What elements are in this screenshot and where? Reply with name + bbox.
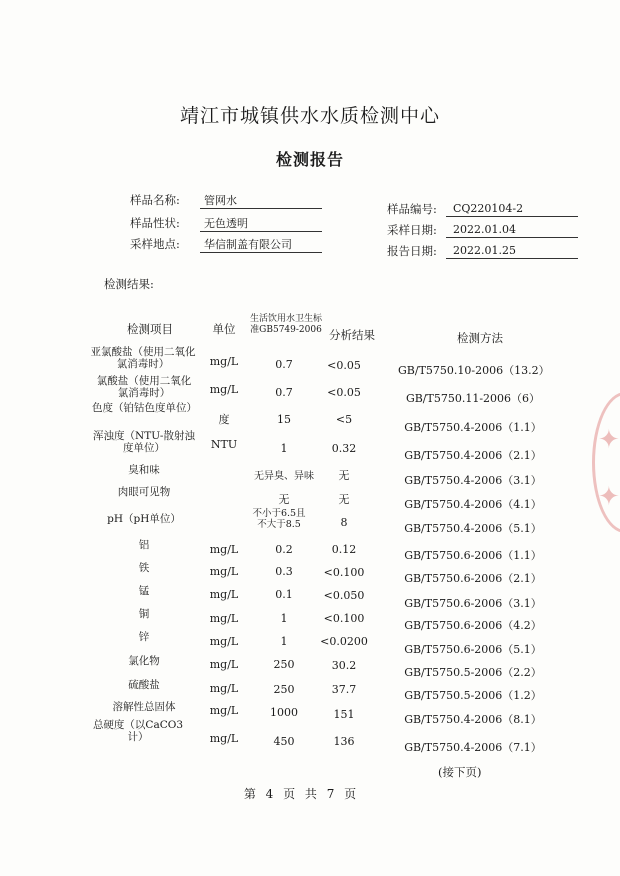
row-item: 臭和味 — [128, 464, 160, 476]
row-result: 30.2 — [331, 659, 357, 672]
row-item: 溶解性总固体 — [112, 701, 176, 713]
row-standard: 1000 — [270, 706, 298, 719]
row-standard: 250 — [273, 658, 295, 671]
row-result: <0.05 — [327, 359, 361, 372]
row-method: GB/T5750.10-2006（13.2） — [398, 364, 550, 377]
row-item: 色度（铂钴色度单位） — [92, 402, 197, 414]
row-result: <0.100 — [323, 612, 365, 625]
row-unit: mg/L — [209, 383, 239, 396]
row-standard: 0.7 — [275, 386, 293, 399]
row-item: 锌 — [138, 631, 150, 643]
row-standard: 无异臭、异味 — [254, 471, 314, 482]
row-standard: 无 — [278, 493, 290, 506]
row-unit: 度 — [218, 413, 230, 426]
row-result: <0.0200 — [320, 635, 368, 648]
row-method: GB/T5750.11-2006（6） — [405, 392, 541, 405]
header-result: 分析结果 — [329, 328, 375, 342]
row-item: pH（pH单位） — [107, 513, 181, 525]
row-standard: 1 — [280, 612, 288, 625]
row-method: GB/T5750.6-2006（2.1） — [404, 572, 542, 585]
report-org-title: 靖江市城镇供水水质检测中心 — [179, 105, 440, 127]
row-item: 铝 — [138, 539, 150, 551]
row-unit: mg/L — [209, 682, 239, 695]
sample-location-value: 华信制盖有限公司 — [204, 238, 292, 251]
sample-location-label: 采样地点: — [130, 237, 180, 251]
row-unit: mg/L — [209, 704, 239, 717]
row-method: GB/T5750.4-2006（8.1） — [404, 713, 542, 726]
row-result: 无 — [338, 469, 350, 482]
row-item: 浑浊度（NTU-散射浊度单位） — [93, 430, 195, 454]
row-method: GB/T5750.4-2006（2.1） — [404, 449, 542, 462]
row-method: GB/T5750.4-2006（7.1） — [404, 741, 542, 754]
sample-location-underline — [200, 252, 322, 253]
report-date-label: 报告日期: — [387, 244, 437, 258]
sample-number-value: CQ220104-2 — [453, 202, 524, 215]
row-method: GB/T5750.6-2006（5.1） — [404, 643, 542, 656]
row-method: GB/T5750.5-2006（2.2） — [404, 666, 542, 679]
row-item: 亚氯酸盐（使用二氧化氯消毒时） — [90, 346, 196, 370]
row-result: <0.100 — [323, 566, 365, 579]
sampling-date-value: 2022.01.04 — [453, 223, 516, 236]
results-label: 检测结果: — [104, 277, 154, 291]
row-method: GB/T5750.4-2006（4.1） — [404, 498, 542, 511]
row-unit: NTU — [210, 438, 238, 451]
row-result: <5 — [335, 413, 353, 426]
row-standard: 0.2 — [275, 543, 293, 556]
row-standard: 250 — [273, 683, 295, 696]
row-result: 8 — [340, 516, 348, 529]
row-standard: 1 — [280, 442, 288, 455]
report-title: 检测报告 — [275, 150, 344, 169]
row-standard: 15 — [277, 413, 291, 426]
row-method: GB/T5750.4-2006（1.1） — [404, 421, 542, 434]
sampling-date-underline — [446, 237, 578, 238]
row-method: GB/T5750.4-2006（5.1） — [404, 522, 542, 535]
row-unit: mg/L — [209, 588, 239, 601]
stamp-mark: ✦ — [598, 482, 620, 512]
row-standard: 1 — [280, 635, 288, 648]
page-number: 第 4 页 共 7 页 — [243, 787, 357, 801]
sample-property-value: 无色透明 — [204, 217, 248, 230]
header-item: 检测项目 — [127, 322, 173, 336]
row-result: 无 — [338, 493, 350, 506]
row-result: <0.050 — [323, 589, 365, 602]
row-method: GB/T5750.5-2006（1.2） — [404, 689, 542, 702]
report-date-value: 2022.01.25 — [453, 244, 516, 257]
row-standard: 0.3 — [275, 565, 293, 578]
row-result: <0.05 — [327, 386, 361, 399]
sample-number-label: 样品编号: — [387, 202, 437, 216]
continued-note: (接下页) — [438, 765, 482, 779]
row-unit: mg/L — [209, 565, 239, 578]
row-unit: mg/L — [209, 355, 239, 368]
row-method: GB/T5750.4-2006（3.1） — [404, 474, 542, 487]
row-standard: 0.1 — [275, 588, 293, 601]
stamp-mark: ✦ — [598, 425, 620, 455]
row-method: GB/T5750.6-2006（4.2） — [404, 619, 542, 632]
sample-name-value: 管网水 — [204, 194, 237, 207]
row-item: 总硬度（以CaCO3计） — [92, 719, 184, 743]
row-result: 0.32 — [331, 442, 357, 455]
row-result: 151 — [333, 708, 355, 721]
sample-name-underline — [200, 208, 322, 209]
row-unit: mg/L — [209, 732, 239, 745]
row-standard: 450 — [273, 735, 295, 748]
row-item: 铜 — [138, 608, 150, 620]
row-method: GB/T5750.6-2006（1.1） — [404, 549, 542, 562]
row-unit: mg/L — [209, 658, 239, 671]
row-standard: 不小于6.5且不大于8.5 — [252, 508, 306, 530]
row-unit: mg/L — [209, 635, 239, 648]
sample-property-underline — [200, 231, 322, 232]
row-item: 氯酸盐（使用二氧化氯消毒时） — [96, 375, 192, 399]
header-standard: 生活饮用水卫生标准GB5749-2006 — [250, 314, 323, 335]
row-item: 氯化物 — [128, 655, 160, 667]
row-item: 肉眼可见物 — [117, 486, 171, 498]
sample-property-label: 样品性状: — [130, 216, 180, 230]
row-result: 37.7 — [331, 683, 357, 696]
row-standard: 0.7 — [275, 358, 293, 371]
row-item: 锰 — [138, 585, 150, 597]
sample-number-underline — [446, 216, 578, 217]
row-result: 136 — [333, 735, 355, 748]
row-method: GB/T5750.6-2006（3.1） — [404, 597, 542, 610]
report-date-underline — [446, 258, 578, 259]
header-unit: 单位 — [212, 322, 236, 336]
sampling-date-label: 采样日期: — [387, 223, 437, 237]
header-method: 检测方法 — [457, 331, 503, 345]
row-item: 硫酸盐 — [128, 679, 160, 691]
row-result: 0.12 — [331, 543, 357, 556]
sample-name-label: 样品名称: — [130, 193, 180, 207]
row-unit: mg/L — [209, 543, 239, 556]
row-item: 铁 — [138, 562, 150, 574]
row-unit: mg/L — [209, 612, 239, 625]
